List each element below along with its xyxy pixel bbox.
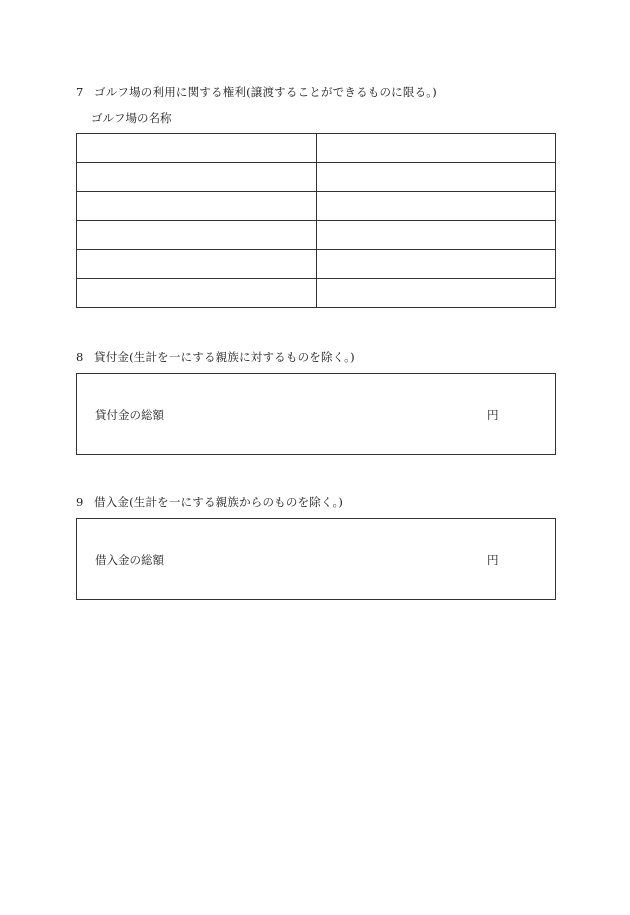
golf-value-cell[interactable] [316, 250, 556, 279]
table-row [77, 192, 556, 221]
section-9-number: 9 [76, 495, 84, 509]
section-8-number: 8 [76, 350, 84, 364]
section-7-number: 7 [76, 85, 84, 99]
golf-value-cell[interactable] [316, 221, 556, 250]
section-9-title: 借入金(生計を一にする親族からのものを除く。) [94, 495, 344, 509]
loans-total-label: 貸付金の総額 [95, 408, 164, 422]
table-row [77, 163, 556, 192]
borrowings-total-yen-unit: 円 [487, 553, 499, 567]
table-row [77, 221, 556, 250]
golf-course-name-label: ゴルフ場の名称 [91, 111, 172, 125]
loans-total-box[interactable] [76, 373, 556, 455]
section-8-heading [76, 349, 355, 365]
golf-course-name-cell[interactable] [77, 192, 317, 221]
golf-value-cell[interactable] [316, 279, 556, 308]
golf-rights-table [76, 133, 556, 308]
golf-value-cell[interactable] [316, 134, 556, 163]
section-9-heading [76, 494, 343, 510]
golf-value-cell[interactable] [316, 192, 556, 221]
borrowings-total-label: 借入金の総額 [95, 553, 164, 567]
table-row [77, 250, 556, 279]
section-8-title: 貸付金(生計を一にする親族に対するものを除く。) [94, 350, 355, 364]
section-7-heading [76, 84, 437, 100]
golf-course-name-cell[interactable] [77, 279, 317, 308]
section-7-title: ゴルフ場の利用に関する権利(譲渡することができるものに限る。) [94, 85, 437, 99]
golf-course-name-cell[interactable] [77, 221, 317, 250]
golf-course-name-cell[interactable] [77, 250, 317, 279]
table-row [77, 134, 556, 163]
table-row [77, 279, 556, 308]
golf-course-name-cell[interactable] [77, 134, 317, 163]
golf-course-name-cell[interactable] [77, 163, 317, 192]
borrowings-total-box[interactable] [76, 518, 556, 600]
loans-total-yen-unit: 円 [487, 408, 499, 422]
golf-value-cell[interactable] [316, 163, 556, 192]
